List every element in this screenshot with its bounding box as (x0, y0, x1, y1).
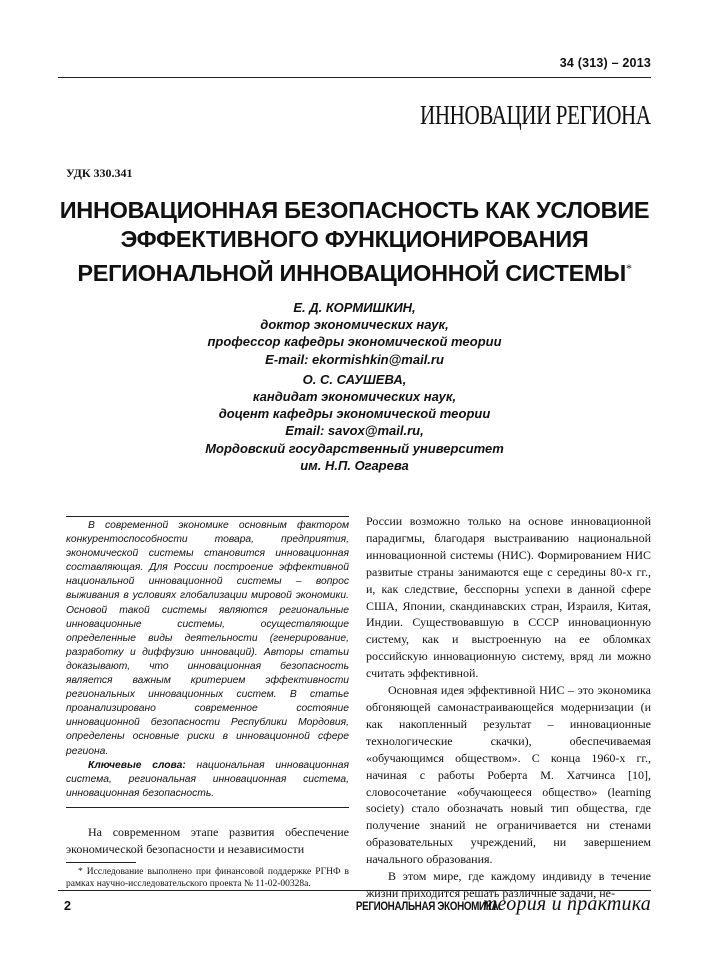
footnote: * Исследование выполнено при финансовой поддержке РГНФ в рамках научно-исследовательского проекта № 11-02-00328а. (66, 866, 349, 890)
body-paragraph-3: В этом мире, где каждому индивиду в течение жизни приходится решать различные задачи, не- (366, 869, 651, 900)
title-line-3-text: РЕГИОНАЛЬНОЙ ИННОВАЦИОННОЙ СИСТЕМЫ (77, 260, 626, 286)
author-1-email[interactable]: E-mail: ekormishkin@mail.ru (265, 351, 444, 367)
header-rule (58, 77, 651, 78)
left-body-text (66, 824, 349, 858)
author-block (60, 299, 649, 474)
section-rubric: ИННОВАЦИИ РЕГИОНА (420, 100, 651, 130)
journal-footer (324, 893, 651, 916)
page-number: 2 (64, 899, 71, 913)
author-1-name: Е. Д. КОРМИШКИН, (293, 300, 416, 315)
journal-name: РЕГИОНАЛЬНАЯ ЭКОНОМИКА: (355, 899, 501, 913)
issue-number: 34 (313) – 2013 (559, 56, 651, 70)
author-2-position: доцент кафедры экономической теории (218, 406, 491, 422)
abstract-bottom-rule (66, 807, 349, 808)
footer-rule (58, 890, 651, 891)
title-line-3 (40, 254, 669, 288)
journal-subtitle: теория и практика (482, 893, 651, 915)
udk-code: УДК 330.341 (66, 166, 133, 180)
author-2-name: О. С. САУШЕВА, (302, 371, 407, 387)
body-paragraph: На современном этапе развития обеспечение экономической безопасности и независимости (66, 824, 349, 856)
author-affiliation-2: им. Н.П. Огарева (300, 457, 409, 473)
right-body-text (366, 513, 651, 902)
title-line-1: ИННОВАЦИОННАЯ БЕЗОПАСНОСТЬ КАК УСЛОВИЕ (59, 197, 650, 223)
body-paragraph-1: России возможно только на основе инновационной парадигмы, благодаря выстраиванию национальной инновационной системы (НИС). Формированием НИС развитые страны занимаются еще с середины 80-х гг., и, как следствие, бесспорны успехи в данной сфере США, Японии, скандинавских стран, Израиля, Китая, Индии. Существовавшую в СССР инновационную систему, как и выстроенную на ее обломках российскую инновационную систему, вряд ли можно считать эффективной. (366, 514, 651, 681)
abstract (66, 519, 349, 801)
keywords-label: Ключевые слова: (88, 759, 186, 771)
title-line-2: ЭФФЕКТИВНОГО ФУНКЦИОНИРОВАНИЯ (120, 226, 589, 252)
author-affiliation: Мордовский государственный университет (205, 440, 504, 456)
article-title (40, 196, 669, 288)
abstract-text: В современной экономике основным фактором конкурентоспособности товара, предприятия, экономической системы становится инновационная составляющая. Для России построение эффективной национальной инновационной системы – вопрос выживания в условиях глобализации мировой экономики. Основой такой системы являются региональные инновационные системы, осуществляющие определенные виды деятельности (генерирование, разработку и диффузию инноваций). Авторы статьи доказывают, что инновационная безопасность является важным критерием эффективности региональных инновационных систем. В статье проанализировано современное состояние инновационной безопасности Республики Мордовия, определены основные риски в инновационной сфере региона. (66, 520, 349, 757)
footnote-rule (66, 862, 136, 863)
body-paragraph-2: Основная идея эффективной НИС – это экономика обгоняющей самонастраивающейся модернизации (и как накопленный результат – инновационные технологические скачки), обеспечиваемая «обучающимся обществом». С конца 1960-х гг., начиная с работы Роберта М. Хатчинса [10], словосочетание «обучающееся общество» (learning society) стало обозначать новый тип общества, где получение знаний не ограничивается ни стенами образовательных учреждений, ни завершением начального образования. (366, 683, 651, 867)
author-1-degree: доктор экономических наук, (260, 317, 449, 333)
abstract-top-rule (66, 516, 349, 517)
keywords-text: национальная инновационная система, региональная инновационная система, инновационная безопасность. (66, 759, 349, 799)
title-footnote-mark: * (625, 261, 632, 275)
author-2-email[interactable]: Email: savox@mail.ru, (285, 423, 424, 439)
author-2-degree: кандидат экономических наук, (252, 389, 457, 405)
right-column (366, 513, 651, 902)
left-column (66, 519, 349, 891)
author-1-position: профессор кафедры экономической теории (207, 334, 502, 350)
keywords (66, 759, 349, 801)
